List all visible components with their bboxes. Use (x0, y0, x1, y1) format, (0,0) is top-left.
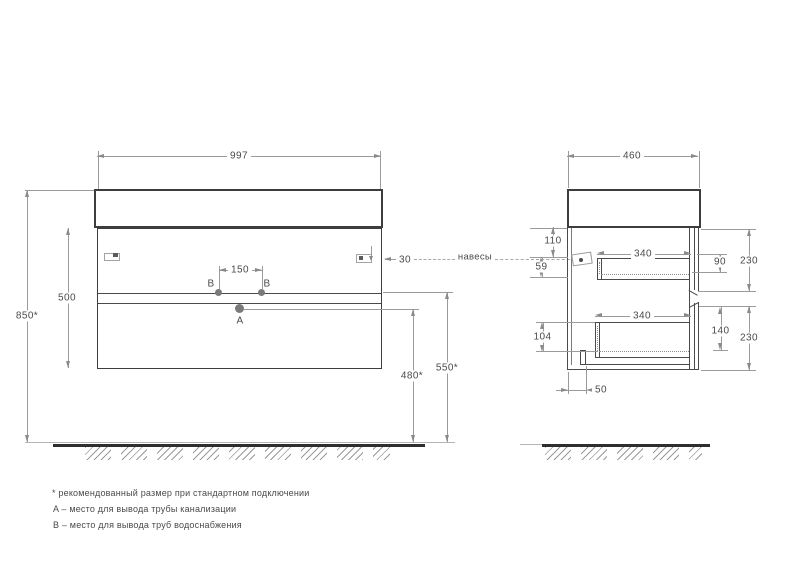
dim-50-label: 50 (592, 385, 610, 396)
arrow-down (66, 361, 70, 368)
arrow-right (561, 388, 568, 392)
ext-line (25, 190, 94, 191)
hangers-leader-dash (495, 259, 575, 260)
arrow-left (97, 154, 104, 158)
side-back-wall-inner (571, 228, 572, 365)
floor-hatching-right (545, 447, 702, 460)
arrow-up (540, 322, 544, 329)
hangers-leader-dash (414, 259, 455, 260)
arrow-down (551, 250, 555, 257)
arrow-up (411, 309, 415, 316)
floor-reference-line-right (520, 444, 544, 445)
bottom-drawer-top-edge (595, 322, 690, 323)
top-drawer-left-edge (597, 258, 598, 279)
arrow-up (747, 229, 751, 236)
side-bottom-panel-line (585, 364, 690, 365)
front-right-hanger-hook (359, 256, 363, 260)
arrow-down (747, 363, 751, 370)
side-bottom-line (567, 369, 699, 370)
side-top-front-line1 (694, 228, 695, 290)
side-top-front-line2 (698, 228, 699, 291)
front-cabinet-body (97, 228, 382, 369)
ext-line (536, 322, 595, 323)
ext-line (536, 351, 598, 352)
top-drawer-bottom-edge (597, 279, 690, 280)
side-back-wall-outer (567, 228, 568, 370)
side-sink-top (567, 189, 701, 228)
b-point-right (258, 289, 265, 296)
top-drawer-slide-dotted (601, 274, 689, 275)
side-carcass-front-line (689, 228, 690, 370)
ext-line (530, 228, 567, 229)
dim-230-bottom-label: 230 (737, 333, 761, 344)
arrow-up (25, 190, 29, 197)
dim-90-label: 90 (711, 257, 729, 268)
ext-line (244, 309, 419, 310)
footnote-point-a: A – место для вывода трубы канализации (53, 504, 237, 514)
floor-hatching-left (85, 447, 390, 460)
front-drawer-gap-top-line (98, 293, 381, 294)
dim-500-label: 500 (55, 293, 79, 304)
top-drawer-back-dotted (599, 262, 600, 274)
ext-line (530, 257, 568, 258)
arrow-left (219, 268, 226, 272)
dim-850-label: 850* (13, 311, 41, 322)
front-sink-top (94, 189, 383, 228)
front-left-hanger-hook (113, 253, 118, 257)
arrow-left (567, 154, 574, 158)
side-bottom-front-line2 (698, 302, 699, 370)
side-bottom-front-line1 (694, 303, 695, 370)
arrow-left (595, 313, 602, 317)
arrow-up (747, 306, 751, 313)
arrow-down (540, 345, 544, 352)
arrow-right (691, 154, 698, 158)
side-hanger-hole (579, 258, 584, 263)
bottom-drawer-back-dotted (597, 326, 598, 351)
front-right-hanger-arrow (369, 256, 373, 261)
floor-reference-line (25, 442, 455, 443)
arrow-right (684, 251, 691, 255)
a-point-label: A (236, 315, 244, 327)
dim-150-label: 150 (228, 265, 252, 276)
dim-480-label: 480* (398, 371, 426, 382)
arrow-down (718, 343, 722, 350)
arrow-down (411, 435, 415, 442)
dim-140-label: 140 (709, 325, 733, 336)
arrow-right (684, 313, 691, 317)
dim-59-label: 59 (533, 261, 551, 272)
arrow-up (66, 228, 70, 235)
arrow-up (445, 292, 449, 299)
dim-230-top-label: 230 (737, 256, 761, 267)
ext-line (692, 272, 727, 273)
b-point-right-label: B (263, 278, 271, 290)
arrow-left (597, 251, 604, 255)
dim-550-label: 550* (433, 363, 461, 374)
dim-460-label: 460 (620, 151, 644, 162)
arrow-down (747, 284, 751, 291)
dim-340-top-label: 340 (631, 248, 655, 259)
arrow-up (551, 227, 555, 234)
top-drawer-left-edge-inner (601, 258, 602, 279)
footnote-asterisk: * рекомендованный размер при стандартном подключении (52, 488, 310, 498)
ext-line (697, 254, 727, 255)
bottom-drawer-slide-dotted (599, 351, 689, 352)
arrow-down (25, 435, 29, 442)
b-point-left (215, 289, 222, 296)
arrow-right (255, 268, 262, 272)
dim-997-label: 997 (227, 151, 251, 162)
arrow-right (374, 154, 381, 158)
bottom-drawer-bottom-edge (595, 357, 690, 358)
b-point-left-label: B (207, 278, 215, 290)
ext-line (699, 151, 700, 188)
arrow-left (384, 257, 391, 261)
a-point (235, 304, 244, 313)
ext-line (530, 277, 568, 278)
dim-110-label: 110 (541, 236, 564, 247)
dim-104-label: 104 (531, 332, 555, 343)
hangers-annotation: навесы (457, 251, 493, 263)
ext-line (383, 292, 453, 293)
arrow-down (445, 435, 449, 442)
dim-30-label: 30 (396, 254, 414, 265)
arrow-up (718, 307, 722, 314)
dim-340-bottom-label: 340 (630, 310, 654, 321)
footnote-point-b: B – место для вывода труб водоснабжения (53, 520, 242, 530)
